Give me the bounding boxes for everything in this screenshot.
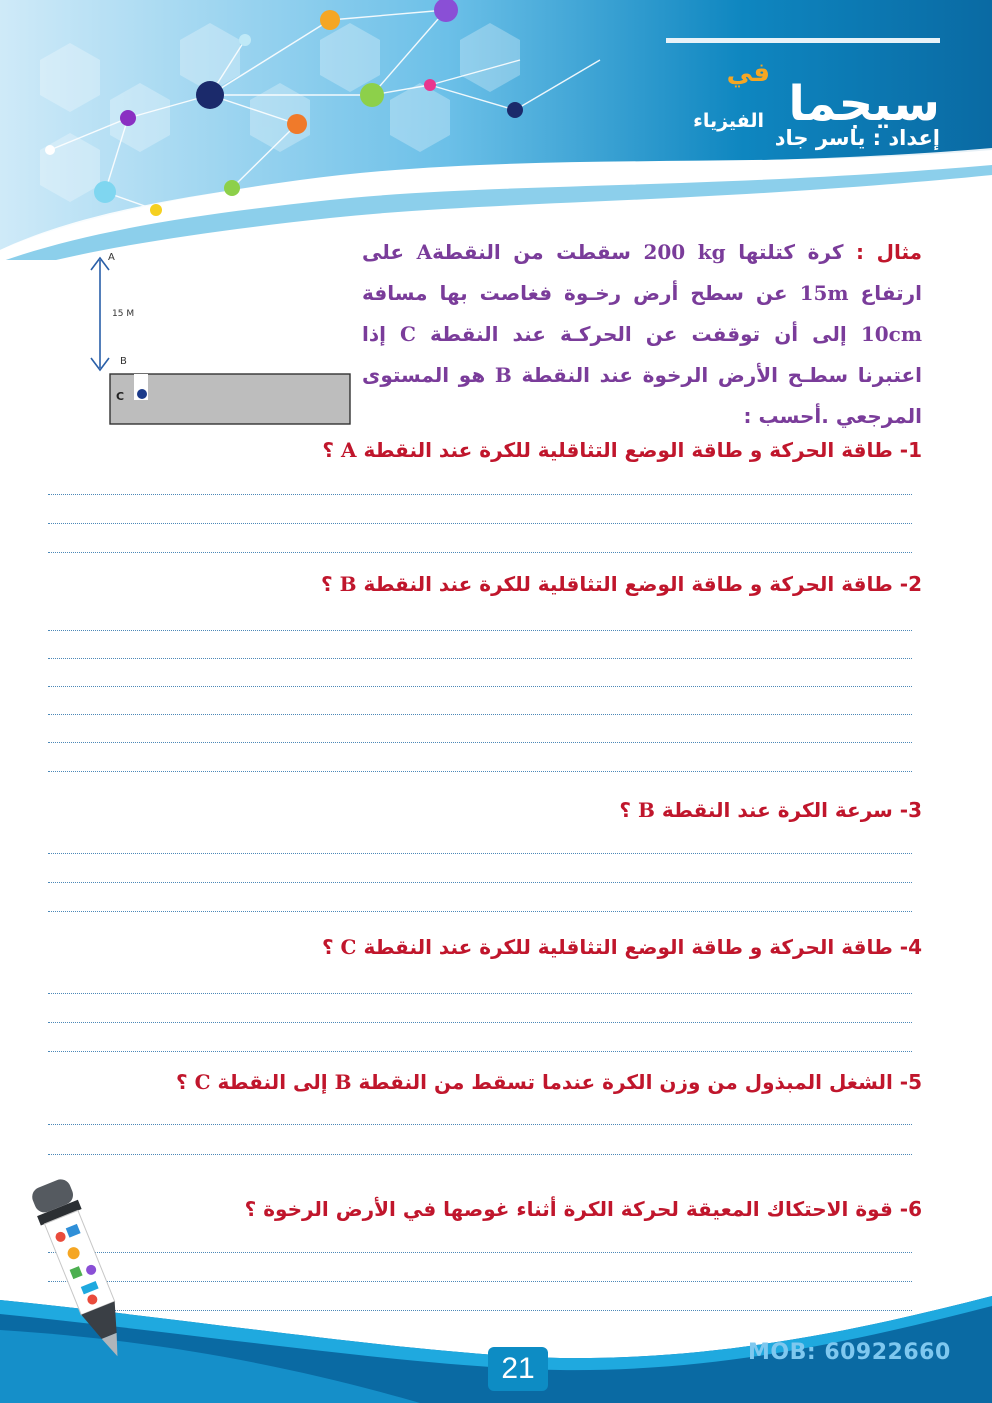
question-5-mark: ؟ <box>176 1070 188 1094</box>
question-1-mark: ؟ <box>322 438 334 462</box>
question-4-mark: ؟ <box>321 935 334 959</box>
answer-line[interactable] <box>48 993 912 994</box>
answer-line[interactable] <box>48 1022 912 1023</box>
answer-line[interactable] <box>48 911 912 912</box>
question-1-point: A <box>340 438 357 462</box>
answer-line[interactable] <box>48 494 912 495</box>
question-5-point-2: C <box>194 1070 211 1094</box>
answer-line[interactable] <box>48 882 912 883</box>
question-2-point: B <box>339 572 357 596</box>
answer-line[interactable] <box>48 523 912 524</box>
intro-depth: 10cm <box>860 322 922 346</box>
mobile-number: MOB: 60922660 <box>748 1340 951 1365</box>
question-6-text: 6- قوة الاحتكاك المعيقة لحركة الكرة أثناء غوصها في الأرض الرخوة ؟ <box>244 1197 922 1221</box>
intro-point-b: B <box>494 363 512 387</box>
brand-title: سيجما <box>788 76 940 132</box>
label-height: 15 M <box>112 309 135 319</box>
author-credit: إعداد : ياسر جاد <box>774 126 940 150</box>
question-3-mark: ؟ <box>619 798 632 822</box>
answer-line[interactable] <box>48 1051 912 1052</box>
page-number: 21 <box>501 1352 535 1385</box>
label-c: C <box>116 390 125 403</box>
ball <box>137 389 147 399</box>
question-3-text: 3- سرعة الكرة عند النقطة <box>661 798 922 822</box>
fall-diagram <box>86 246 356 436</box>
intro-t7: هو المستوى المرجعي .أحسب : <box>362 363 922 428</box>
answer-line[interactable] <box>48 630 912 631</box>
answer-line[interactable] <box>48 1252 912 1253</box>
intro-point-a: A <box>416 240 433 264</box>
intro-mass: 200 kg <box>643 240 726 264</box>
intro-t6: إذا اعتبرنا سطـح الأرض الرخوة عند النقطة <box>362 322 923 387</box>
answer-line[interactable] <box>48 686 912 687</box>
question-6 <box>245 1197 922 1221</box>
intro-t4: عن سطح أرض رخـوة فغاصت بها مسافة <box>362 281 788 305</box>
answer-line[interactable] <box>48 1154 912 1155</box>
intro-height: 15m <box>799 281 849 305</box>
question-5-text: 5- الشغل المبذول من وزن الكرة عندما تسقط من النقطة <box>358 1070 922 1094</box>
answer-line[interactable] <box>48 658 912 659</box>
question-5 <box>176 1070 922 1094</box>
brand-top-line <box>666 38 940 43</box>
answer-line[interactable] <box>48 552 912 553</box>
example-label: مثال : <box>856 240 922 264</box>
question-1 <box>322 438 922 462</box>
intro-t1: كرة كتلتها <box>738 240 844 264</box>
intro-point-c: C <box>400 322 416 346</box>
label-b: B <box>120 356 127 367</box>
question-3 <box>619 798 922 822</box>
question-2 <box>321 572 922 596</box>
question-5-mid: إلى النقطة <box>217 1070 328 1094</box>
answer-line[interactable] <box>48 771 912 772</box>
answer-line[interactable] <box>48 1124 912 1125</box>
question-1-text: 1- طاقة الحركة و طاقة الوضع التثاقلية للكرة عند النقطة <box>363 438 922 462</box>
intro-t3: على ارتفاع <box>362 240 922 305</box>
intro-t5: إلى أن توقفت عن الحركـة عند النقطة <box>429 322 847 346</box>
example-paragraph <box>362 232 922 437</box>
pen-icon <box>30 1168 140 1368</box>
question-4-text: 4- طاقة الحركة و طاقة الوضع التثاقلية للكرة عند النقطة <box>363 935 922 959</box>
question-4-point: C <box>340 935 357 959</box>
question-3-point: B <box>637 798 655 822</box>
answer-line[interactable] <box>48 714 912 715</box>
brand-subtitle: الفيزياء <box>693 110 764 132</box>
question-2-text: 2- طاقة الحركة و طاقة الوضع التثاقلية للكرة عند النقطة <box>363 572 922 596</box>
answer-line[interactable] <box>48 742 912 743</box>
question-4 <box>322 935 922 959</box>
brand-fi-text: في <box>726 58 770 88</box>
question-5-point: B <box>334 1070 352 1094</box>
brand-logo <box>650 38 940 158</box>
answer-line[interactable] <box>48 853 912 854</box>
intro-t2: سقطت من النقطة <box>432 240 631 264</box>
question-2-mark: ؟ <box>320 572 333 596</box>
label-a: A <box>108 252 115 263</box>
